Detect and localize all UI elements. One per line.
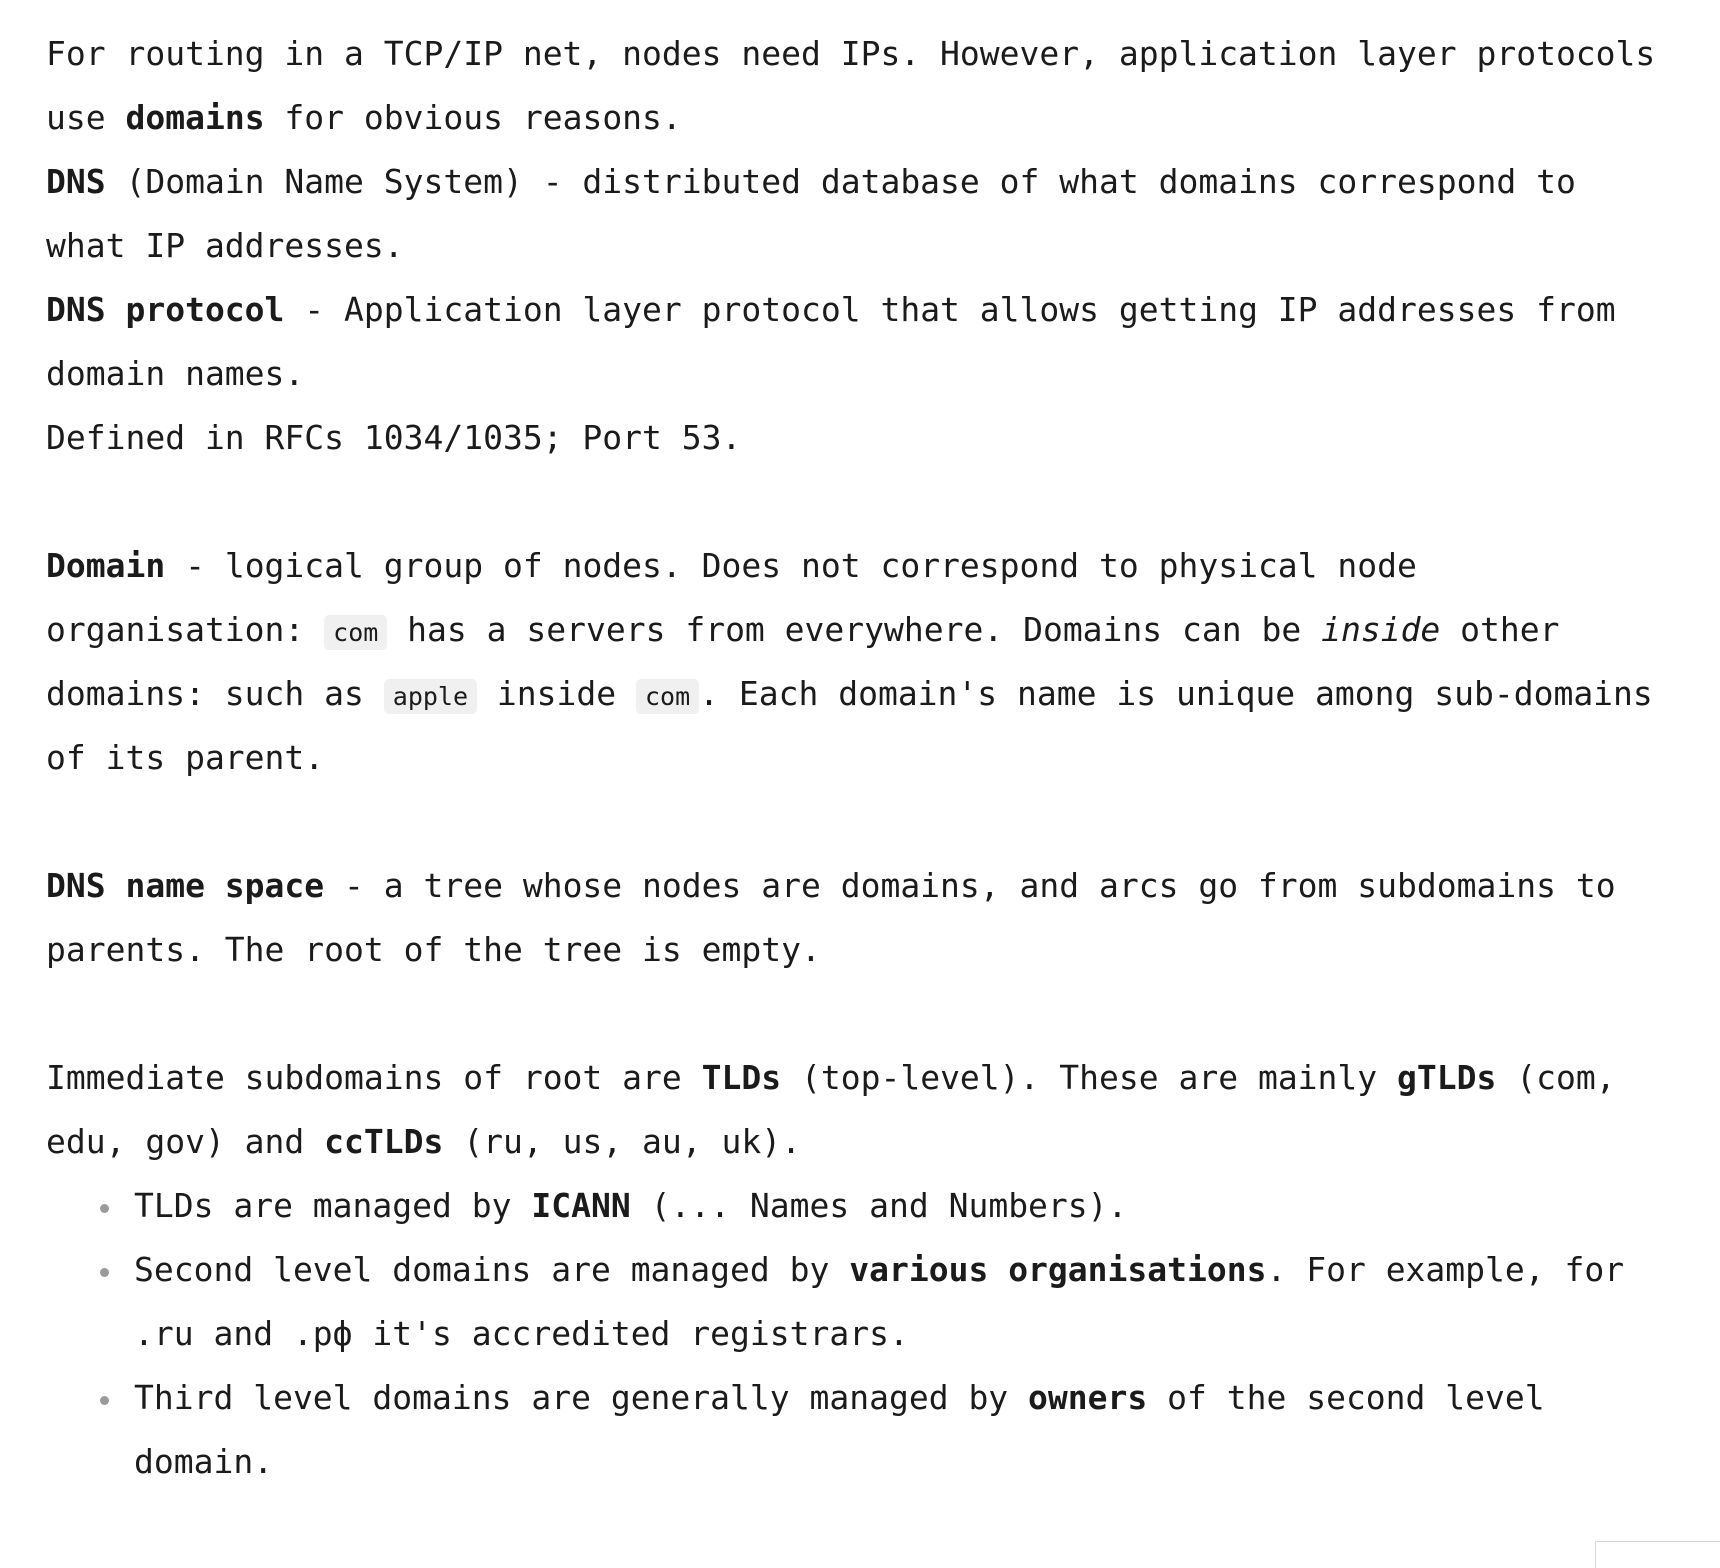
domain-text-3: other domains: such as [46, 610, 1560, 713]
list-item [90, 1366, 1674, 1494]
bullet-3-text-a: Third level domains are generally managed by [134, 1378, 1029, 1417]
bullet-3-text-b: of the second level domain. [134, 1378, 1545, 1481]
dns-protocol-term: DNS protocol [46, 290, 285, 329]
domain-text-1: - logical group of nodes. Does not correspond to physical node organisation: [46, 546, 1417, 649]
name-space-definition: - a tree whose nodes are domains, and arcs go from subdomains to parents. The root of the tree is empty. [46, 866, 1616, 969]
dns-term: DNS [46, 162, 106, 201]
tld-text-4: (ru, us, au, uk). [443, 1122, 801, 1161]
name-space-term: DNS name space [46, 866, 325, 905]
domain-italic-inside: inside [1321, 610, 1441, 649]
intro-text-2: for obvious reasons. [264, 98, 682, 137]
tld-text-2: (top-level). These are mainly [781, 1058, 1398, 1097]
paragraph-spacer-2 [46, 790, 1674, 854]
tld-bold-tlds: TLDs [701, 1058, 782, 1097]
paragraph-name-space [46, 854, 1674, 982]
bullet-2-text-b: . For example, for .ru and .рф it's accredited registrars. [134, 1250, 1625, 1353]
paragraph-tlds [46, 1046, 1674, 1174]
rfc-line: Defined in RFCs 1034/1035; Port 53. [46, 418, 742, 457]
tld-bold-cctlds: ccTLDs [324, 1122, 444, 1161]
domain-text-4: inside [477, 674, 636, 713]
domain-term: Domain [46, 546, 166, 585]
bullet-2-text-a: Second level domains are managed by [134, 1250, 850, 1289]
bullet-1-text-a: TLDs are managed by [134, 1186, 532, 1225]
tld-text-1: Immediate subdomains of root are [46, 1058, 702, 1097]
code-apple: apple [384, 679, 477, 714]
paragraph-spacer-3 [46, 982, 1674, 1046]
tld-management-list [46, 1174, 1674, 1494]
domain-text-2: has a servers from everywhere. Domains can be [387, 610, 1322, 649]
bullet-1-text-b: (... Names and Numbers). [630, 1186, 1128, 1225]
tld-text-3: (com, edu, gov) and [46, 1058, 1616, 1161]
intro-text-1: For routing in a TCP/IP net, nodes need IPs. However, application layer protocols use [46, 34, 1656, 137]
code-com-2: com [636, 679, 699, 714]
dns-protocol-definition: - Application layer protocol that allows getting IP addresses from domain names. [46, 290, 1616, 393]
tld-bold-gtlds: gTLDs [1397, 1058, 1497, 1097]
bullet-3-bold: owners [1028, 1378, 1148, 1417]
paragraph-intro [46, 22, 1674, 470]
domain-text-5: . Each domain's name is unique among sub-domains of its parent. [46, 674, 1653, 777]
corner-widget[interactable] [1595, 1541, 1720, 1568]
code-com-1: com [324, 615, 387, 650]
dns-definition: (Domain Name System) - distributed database of what domains correspond to what IP addresses. [46, 162, 1576, 265]
intro-bold-domains: domains [125, 98, 265, 137]
list-item [90, 1238, 1674, 1366]
bullet-1-bold: ICANN [531, 1186, 631, 1225]
list-item [90, 1174, 1674, 1238]
paragraph-domain [46, 534, 1674, 790]
bullet-2-bold: various organisations [849, 1250, 1267, 1289]
paragraph-spacer-1 [46, 470, 1674, 534]
